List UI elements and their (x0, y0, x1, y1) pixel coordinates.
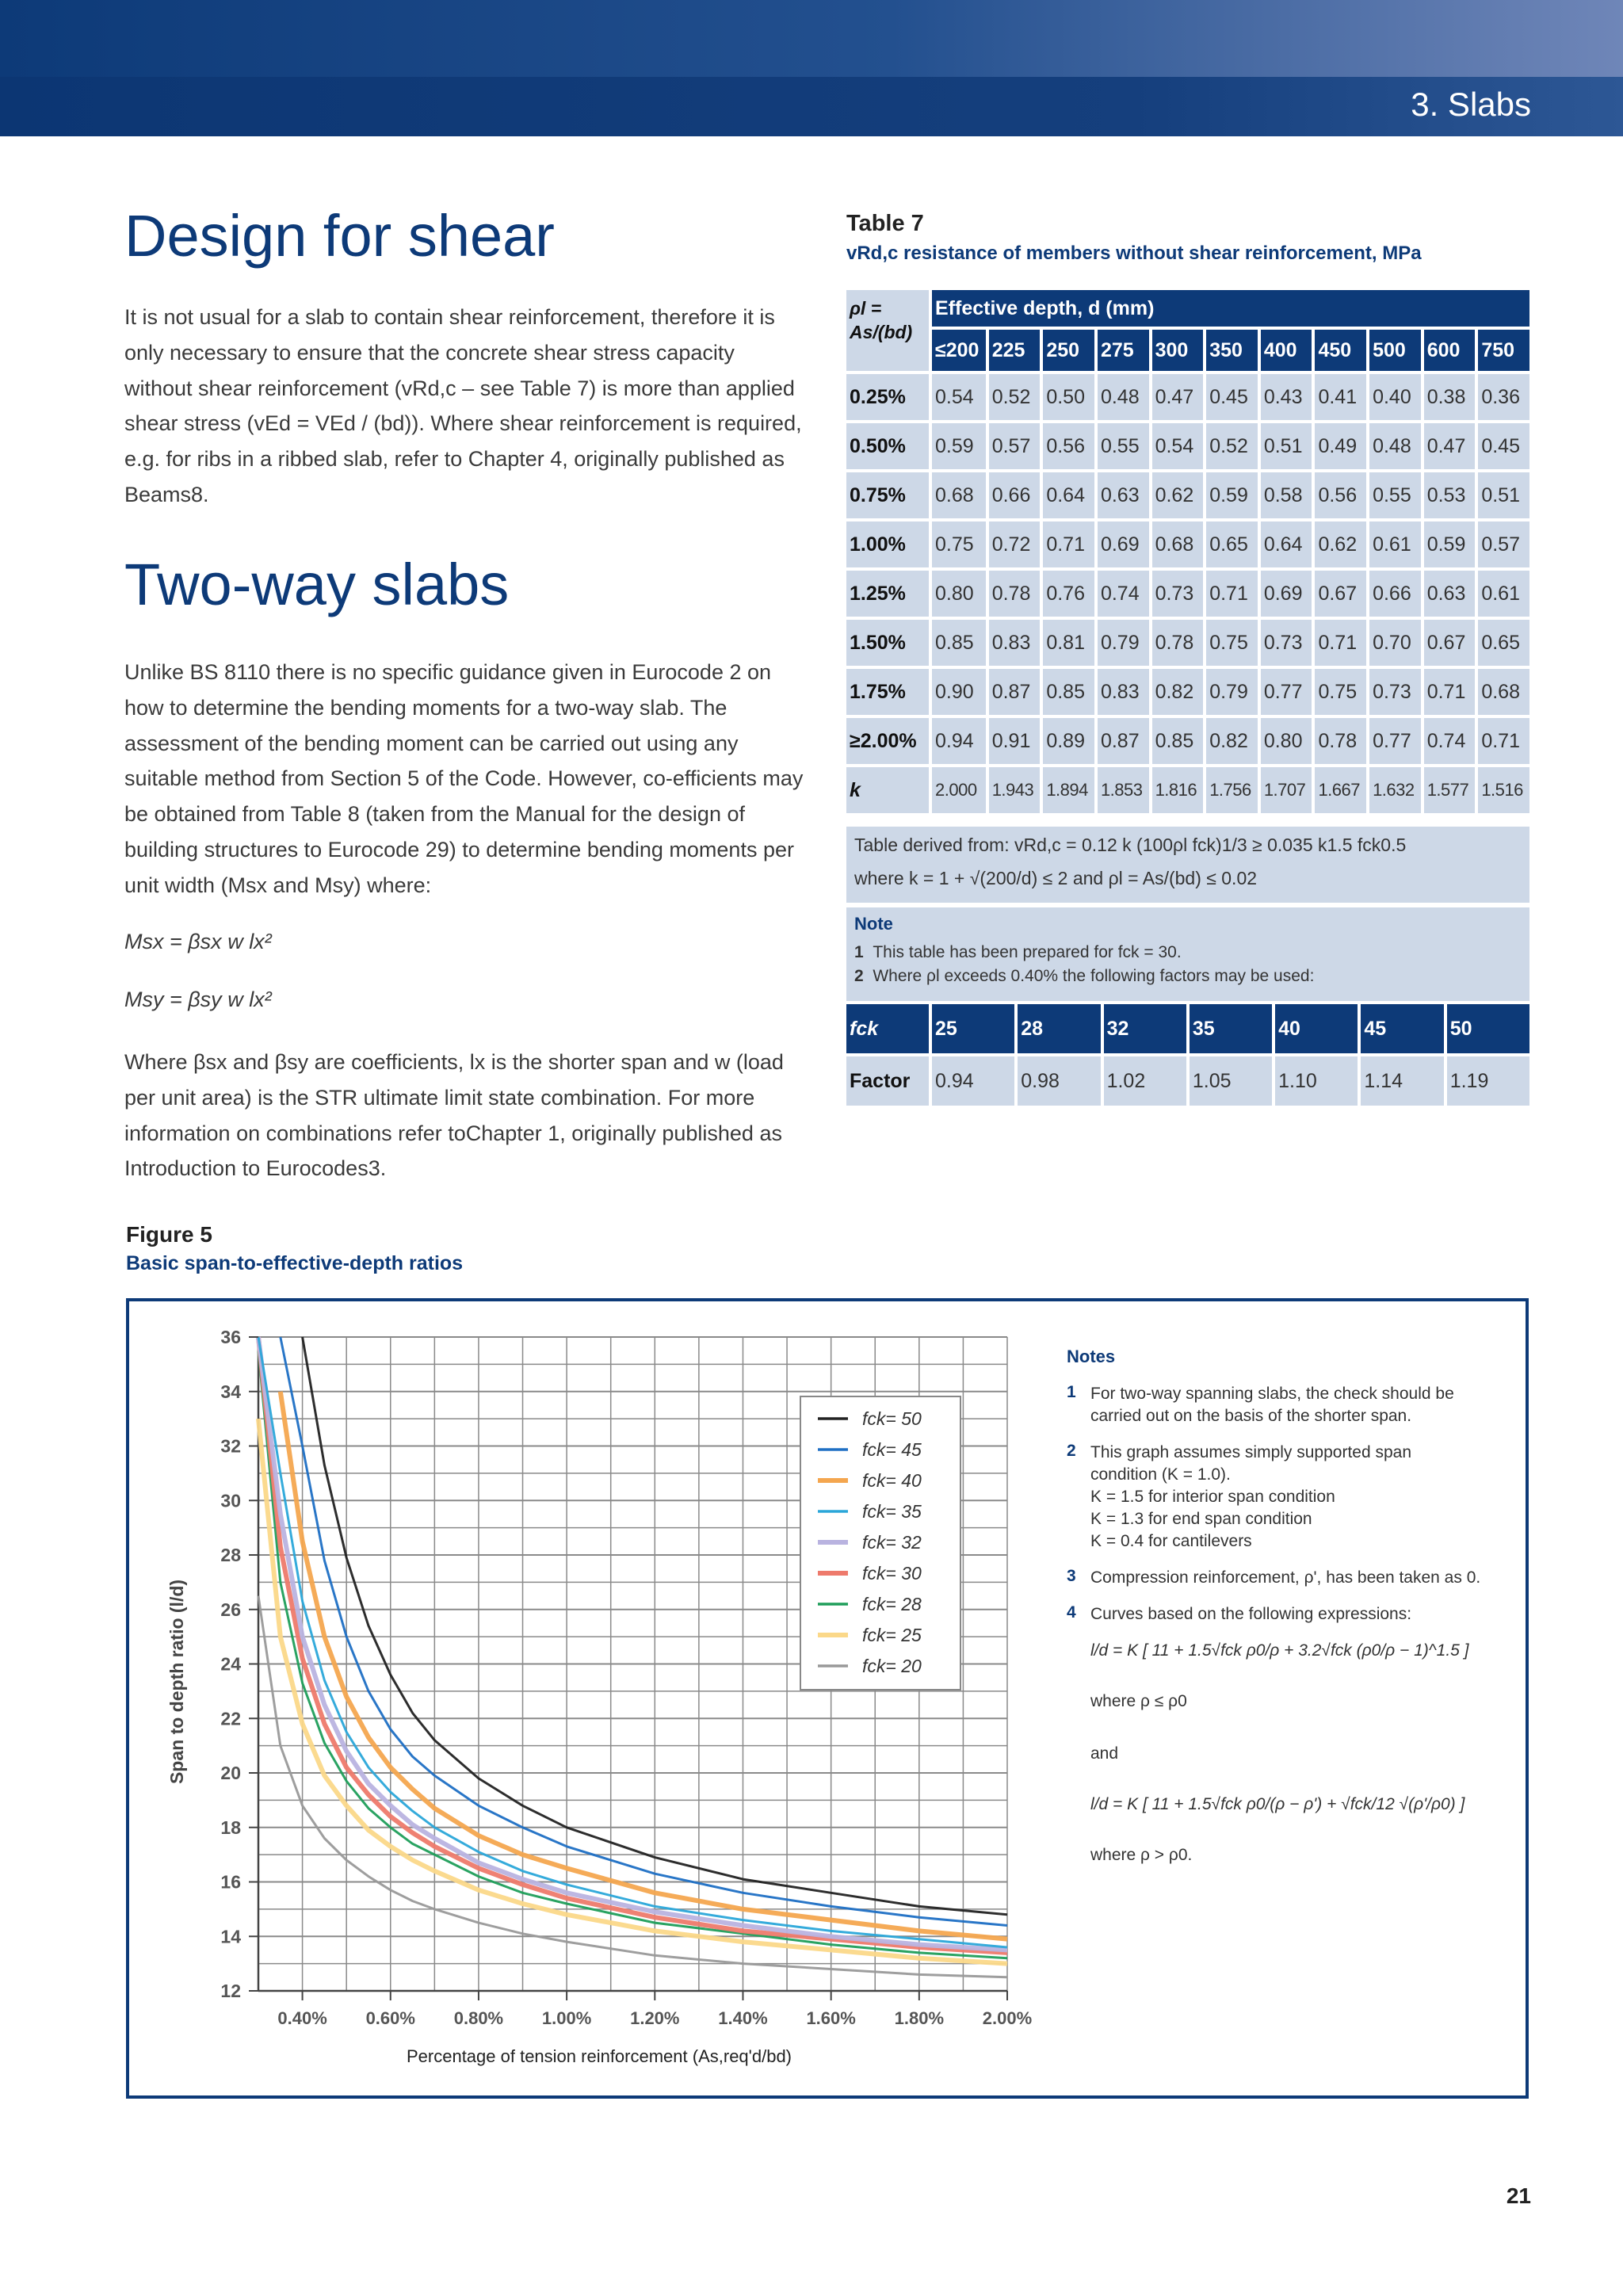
table-cell: 0.45 (1206, 374, 1258, 420)
y-tick-label: 20 (220, 1763, 241, 1783)
table-cell: 0.73 (1152, 571, 1204, 617)
table-cell: 0.70 (1369, 620, 1421, 666)
table-cell: 0.55 (1098, 423, 1149, 469)
table-cell: 0.83 (1098, 669, 1149, 715)
table-cell: 0.59 (1206, 472, 1258, 518)
table-cell: 1.756 (1206, 767, 1258, 813)
y-tick-label: 16 (220, 1871, 241, 1893)
depth-header: ≤200 (932, 330, 986, 371)
table-cell: 0.69 (1098, 521, 1149, 567)
x-tick-label: 0.60% (365, 2008, 415, 2028)
figure-note-line: Curves based on the following expressions: (1090, 1605, 1412, 1623)
table-cell: 0.48 (1098, 374, 1149, 420)
row-label: 0.50% (846, 423, 929, 469)
table-cell: 1.943 (989, 767, 1041, 813)
factor-table (843, 1001, 1533, 1109)
table-row (846, 767, 1529, 813)
table-cell: 0.36 (1478, 374, 1529, 420)
factor-label: Factor (846, 1056, 929, 1106)
table7-subtitle: vRd,c resistance of members without shear reinforcement, MPa (846, 243, 1422, 264)
fck-value: 25 (932, 1004, 1014, 1053)
table-cell: 0.94 (932, 718, 986, 764)
table-cell: 0.82 (1152, 669, 1204, 715)
y-tick-label: 32 (220, 1435, 241, 1457)
table7-depth-row (846, 330, 1529, 371)
factor-value: 0.94 (932, 1056, 1014, 1106)
depth-header: 350 (1206, 330, 1258, 371)
table-cell: 0.52 (989, 374, 1041, 420)
figure5-title: Figure 5 (126, 1222, 212, 1247)
figure5-notes (1067, 1347, 1510, 1865)
figure-note-number: 2 (1067, 1442, 1076, 1460)
table-cell: 0.71 (1043, 521, 1094, 567)
table-cell: 0.59 (932, 423, 986, 469)
table-cell: 0.54 (932, 374, 986, 420)
y-tick-label: 14 (220, 1926, 241, 1947)
figure-note-body (1090, 1383, 1454, 1427)
table-cell: 0.71 (1424, 669, 1476, 715)
table-cell: 0.54 (1152, 423, 1204, 469)
table-cell: 0.63 (1098, 472, 1149, 518)
table-cell: 0.68 (1478, 669, 1529, 715)
table-cell: 0.80 (1261, 718, 1312, 764)
shear-paragraph (124, 300, 806, 513)
table-cell: 0.79 (1206, 669, 1258, 715)
legend-label: fck= 28 (862, 1594, 922, 1614)
table-cell: 2.000 (932, 767, 986, 813)
table-cell: 0.90 (932, 669, 986, 715)
table-row (846, 571, 1529, 617)
legend-label: fck= 40 (862, 1470, 922, 1491)
table-row (846, 669, 1529, 715)
factor-value: 1.10 (1275, 1056, 1358, 1106)
table-cell: 0.76 (1043, 571, 1094, 617)
table-row (846, 472, 1529, 518)
equation-msx: Msx = βsx w lx² (124, 930, 272, 953)
table-cell: 0.68 (1152, 521, 1204, 567)
figure-note-line: This graph assumes simply supported span (1090, 1443, 1412, 1461)
x-tick-label: 0.80% (453, 2008, 504, 2028)
header-band (0, 0, 1623, 136)
table-cell: 0.87 (989, 669, 1041, 715)
span-depth-chart (129, 1301, 1159, 2094)
table-cell: 0.56 (1043, 423, 1094, 469)
chart-y-axis-label: Span to depth ratio (l/d) (166, 1579, 187, 1785)
x-tick-label: 2.00% (982, 2008, 1033, 2028)
table-cell: 0.85 (1043, 669, 1094, 715)
table-cell: 0.85 (932, 620, 986, 666)
y-tick-label: 26 (220, 1599, 241, 1620)
figure5-where-2: where ρ > ρ0. (1090, 1846, 1193, 1864)
table-cell: 0.91 (989, 718, 1041, 764)
figure5-expression-2: l/d = K [ 11 + 1.5√fck ρ0/(ρ − ρ') + √fck/12 √(ρ'/ρ0) ] (1090, 1795, 1465, 1813)
y-tick-label: 24 (220, 1653, 241, 1675)
y-tick-label: 30 (220, 1490, 241, 1511)
table7-title: Table 7 (846, 211, 924, 236)
table-cell: 0.52 (1206, 423, 1258, 469)
depth-header: 600 (1424, 330, 1476, 371)
table-cell: 0.56 (1315, 472, 1366, 518)
figure-note (1067, 1567, 1510, 1589)
depth-header: 225 (989, 330, 1041, 371)
row-label: 1.50% (846, 620, 929, 666)
depth-header: 275 (1098, 330, 1149, 371)
x-tick-label: 1.80% (894, 2008, 945, 2028)
table7-note-panel (846, 907, 1529, 1001)
table7-group-header: Effective depth, d (mm) (932, 290, 1529, 327)
figure5-box (126, 1298, 1529, 2099)
table-cell: 0.45 (1478, 423, 1529, 469)
table-cell: 1.667 (1315, 767, 1366, 813)
table-cell: 0.74 (1098, 571, 1149, 617)
table-cell: 0.81 (1043, 620, 1094, 666)
table-cell: 1.516 (1478, 767, 1529, 813)
figure5-and: and (1090, 1744, 1119, 1763)
table7-body (846, 374, 1529, 813)
note1-number: 1 (854, 943, 864, 961)
table-cell: 0.61 (1369, 521, 1421, 567)
table-cell: 0.55 (1369, 472, 1421, 518)
table-cell: 0.77 (1261, 669, 1312, 715)
table-cell: 1.632 (1369, 767, 1421, 813)
table-cell: 0.71 (1206, 571, 1258, 617)
figure-note-body (1090, 1442, 1411, 1553)
table-cell: 0.72 (989, 521, 1041, 567)
table-cell: 0.78 (1152, 620, 1204, 666)
x-tick-label: 0.40% (277, 2008, 327, 2028)
table-cell: 0.66 (1369, 571, 1421, 617)
table-cell: 0.73 (1261, 620, 1312, 666)
figure-note-number: 4 (1067, 1603, 1076, 1622)
table-cell: 1.816 (1152, 767, 1204, 813)
table-cell: 0.71 (1315, 620, 1366, 666)
note2-text: Where ρl exceeds 0.40% the following factors may be used: (873, 967, 1315, 985)
table-cell: 0.65 (1206, 521, 1258, 567)
row-label: ≥2.00% (846, 718, 929, 764)
legend-label: fck= 32 (862, 1532, 922, 1553)
figure-note-line: K = 0.4 for cantilevers (1090, 1532, 1252, 1550)
factor-value: 1.19 (1447, 1056, 1529, 1106)
y-tick-label: 22 (220, 1708, 241, 1729)
table-cell: 0.82 (1206, 718, 1258, 764)
table-cell: 0.83 (989, 620, 1041, 666)
table-cell: 0.78 (1315, 718, 1366, 764)
note2-number: 2 (854, 967, 864, 985)
depth-header: 400 (1261, 330, 1312, 371)
table-cell: 0.57 (989, 423, 1041, 469)
table-cell: 0.69 (1261, 571, 1312, 617)
chart-x-axis-label: Percentage of tension reinforcement (As,req'd/bd) (406, 2046, 792, 2066)
row-label: 0.75% (846, 472, 929, 518)
x-tick-label: 1.60% (806, 2008, 856, 2028)
table-cell: 0.58 (1261, 472, 1312, 518)
y-tick-label: 18 (220, 1817, 241, 1838)
fck-label: fck (846, 1004, 929, 1053)
table-cell: 1.853 (1098, 767, 1149, 813)
table-cell: 0.57 (1478, 521, 1529, 567)
row-label: k (846, 767, 929, 813)
figure-note-number: 1 (1067, 1383, 1076, 1401)
table-cell: 0.75 (932, 521, 986, 567)
table7-note-2 (854, 967, 1314, 986)
table-cell: 0.77 (1369, 718, 1421, 764)
table-cell: 0.65 (1478, 620, 1529, 666)
legend-label: fck= 20 (862, 1656, 922, 1676)
figure-note-body (1090, 1567, 1480, 1589)
table-cell: 1.707 (1261, 767, 1312, 813)
figure-note (1067, 1603, 1510, 1626)
y-tick-label: 28 (220, 1545, 241, 1565)
table-cell: 0.61 (1478, 571, 1529, 617)
table-cell: 0.71 (1478, 718, 1529, 764)
depth-header: 450 (1315, 330, 1366, 371)
fck-value: 40 (1275, 1004, 1358, 1053)
legend-label: fck= 30 (862, 1563, 922, 1584)
table-cell: 0.75 (1315, 669, 1366, 715)
table-cell: 0.85 (1152, 718, 1204, 764)
table-cell: 0.80 (932, 571, 986, 617)
table-cell: 0.50 (1043, 374, 1094, 420)
fck-value: 50 (1447, 1004, 1529, 1053)
table7-derived-1: Table derived from: vRd,c = 0.12 k (100ρl fck)1/3 ≥ 0.035 k1.5 fck0.5 (854, 835, 1407, 855)
y-tick-label: 36 (220, 1327, 241, 1347)
table-cell: 0.67 (1424, 620, 1476, 666)
figure5-subtitle: Basic span-to-effective-depth ratios (126, 1252, 464, 1274)
shear-text: It is not usual for a slab to contain shear reinforcement, therefore it is only necessary to ensure that the concrete shear stress capacity without shear reinforcement (vRd,c – see Table 7) is more than applied shear stress (vEd = VEd / (bd)). Where shear reinforcement is required, e.g. for ribs in a ribbed slab, refer to Chapter 4, originally published as Beams8. (124, 305, 802, 506)
row-label: 1.00% (846, 521, 929, 567)
table-row (846, 423, 1529, 469)
table-cell: 0.68 (932, 472, 986, 518)
fck-value: 32 (1104, 1004, 1186, 1053)
table-row (846, 374, 1529, 420)
table-row (846, 620, 1529, 666)
equation-msy: Msy = βsy w lx² (124, 988, 272, 1011)
figure-note-line: For two-way spanning slabs, the check should be (1090, 1385, 1454, 1403)
figure5-notes-list (1067, 1383, 1510, 1626)
legend-label: fck= 45 (862, 1439, 922, 1460)
factor-value: 1.02 (1104, 1056, 1186, 1106)
x-tick-label: 1.00% (541, 2008, 592, 2028)
x-tick-label: 1.40% (718, 2008, 768, 2028)
table-cell: 0.47 (1152, 374, 1204, 420)
table-cell: 1.577 (1424, 767, 1476, 813)
table-cell: 0.51 (1478, 472, 1529, 518)
figure-note-line: condition (K = 1.0). (1090, 1465, 1231, 1484)
depth-header: 300 (1152, 330, 1204, 371)
table-cell: 0.53 (1424, 472, 1476, 518)
legend-label: fck= 35 (862, 1501, 922, 1522)
fck-value: 35 (1190, 1004, 1272, 1053)
table-cell: 0.63 (1424, 571, 1476, 617)
legend-label: fck= 50 (862, 1408, 922, 1429)
table-cell: 0.41 (1315, 374, 1366, 420)
header-band-lower (0, 77, 1623, 136)
figure-note-body (1090, 1603, 1411, 1626)
table-cell: 0.79 (1098, 620, 1149, 666)
table7-note-1 (854, 943, 1182, 962)
figure-note-line: K = 1.5 for interior span condition (1090, 1488, 1335, 1506)
fck-value: 45 (1361, 1004, 1443, 1053)
table-cell: 0.73 (1369, 669, 1421, 715)
table-cell: 0.66 (989, 472, 1041, 518)
depth-header: 250 (1043, 330, 1094, 371)
chapter-title: 3. Slabs (1411, 86, 1531, 123)
table-cell: 0.47 (1424, 423, 1476, 469)
row-label: 1.25% (846, 571, 929, 617)
figure-note-number: 3 (1067, 1567, 1076, 1585)
figure-note-line: Compression reinforcement, ρ', has been taken as 0. (1090, 1568, 1481, 1587)
table-cell: 0.74 (1424, 718, 1476, 764)
factor-table-factor-row (846, 1056, 1529, 1106)
table-cell: 0.75 (1206, 620, 1258, 666)
figure5-notes-title: Notes (1067, 1347, 1116, 1366)
factor-value: 1.14 (1361, 1056, 1443, 1106)
legend-label: fck= 25 (862, 1625, 922, 1645)
factor-table-fck-row (846, 1004, 1529, 1053)
table-cell: 0.43 (1261, 374, 1312, 420)
table-cell: 0.38 (1424, 374, 1476, 420)
figure5-expression-1: l/d = K [ 11 + 1.5√fck ρ0/ρ + 3.2√fck (ρ0/ρ − 1)^1.5 ] (1090, 1641, 1469, 1660)
figure-note-line: carried out on the basis of the shorter span. (1090, 1407, 1412, 1425)
factor-value: 0.98 (1018, 1056, 1100, 1106)
page-number: 21 (1506, 2183, 1531, 2208)
twoway-text: Unlike BS 8110 there is no specific guidance given in Eurocode 2 on how to determine the bending moments for a two-way slab. The assessment of the bending moment can be carried out using any suitable method from Section 5 of the Code. However, co-efficients may be obtained from Table 8 (taken from the Manual for the design of building structures to Eurocode 29) to determine bending moments per unit width (Msx and Msy) where: (124, 660, 804, 897)
heading-design-for-shear: Design for shear (124, 203, 555, 269)
table7-corner: ρl = As/(bd) (846, 290, 929, 371)
x-tick-label: 1.20% (630, 2008, 680, 2028)
table-cell: 0.87 (1098, 718, 1149, 764)
table-cell: 0.78 (989, 571, 1041, 617)
figure5-where-1: where ρ ≤ ρ0 (1090, 1692, 1187, 1710)
table7-derived-2: where k = 1 + √(200/d) ≤ 2 and ρl = As/(bd) ≤ 0.02 (854, 868, 1258, 888)
twoway-paragraph-2 (124, 1045, 806, 1186)
depth-header: 750 (1478, 330, 1529, 371)
chart-legend (800, 1396, 960, 1690)
depth-header: 500 (1369, 330, 1421, 371)
table-row (846, 718, 1529, 764)
table-cell: 0.49 (1315, 423, 1366, 469)
y-tick-label: 34 (220, 1381, 241, 1402)
table-cell: 0.48 (1369, 423, 1421, 469)
table-cell: 1.894 (1043, 767, 1094, 813)
heading-two-way-slabs: Two-way slabs (124, 552, 510, 617)
table-cell: 0.89 (1043, 718, 1094, 764)
row-label: 1.75% (846, 669, 929, 715)
table-row (846, 521, 1529, 567)
table-cell: 0.59 (1424, 521, 1476, 567)
figure-note (1067, 1383, 1510, 1427)
table-cell: 0.62 (1152, 472, 1204, 518)
table-cell: 0.62 (1315, 521, 1366, 567)
table7-derived-panel (846, 827, 1529, 903)
twoway-text-2: Where βsx and βsy are coefficients, lx is the shorter span and w (load per unit area) is the STR ultimate limit state combination. For more information on combinations refer toChapter 1, originally published as Introduction to Eurocodes3. (124, 1050, 784, 1181)
table-cell: 0.40 (1369, 374, 1421, 420)
note1-text: This table has been prepared for fck = 30. (873, 943, 1182, 961)
table-cell: 0.64 (1261, 521, 1312, 567)
factor-value: 1.05 (1190, 1056, 1272, 1106)
figure-note-line: K = 1.3 for end span condition (1090, 1510, 1312, 1528)
y-tick-label: 12 (220, 1981, 241, 2001)
table-cell: 0.51 (1261, 423, 1312, 469)
fck-value: 28 (1018, 1004, 1100, 1053)
table7 (843, 287, 1533, 816)
twoway-paragraph (124, 655, 806, 904)
table7-note-title: Note (854, 914, 893, 934)
figure-note (1067, 1442, 1510, 1553)
row-label: 0.25% (846, 374, 929, 420)
table-cell: 0.64 (1043, 472, 1094, 518)
table-cell: 0.67 (1315, 571, 1366, 617)
